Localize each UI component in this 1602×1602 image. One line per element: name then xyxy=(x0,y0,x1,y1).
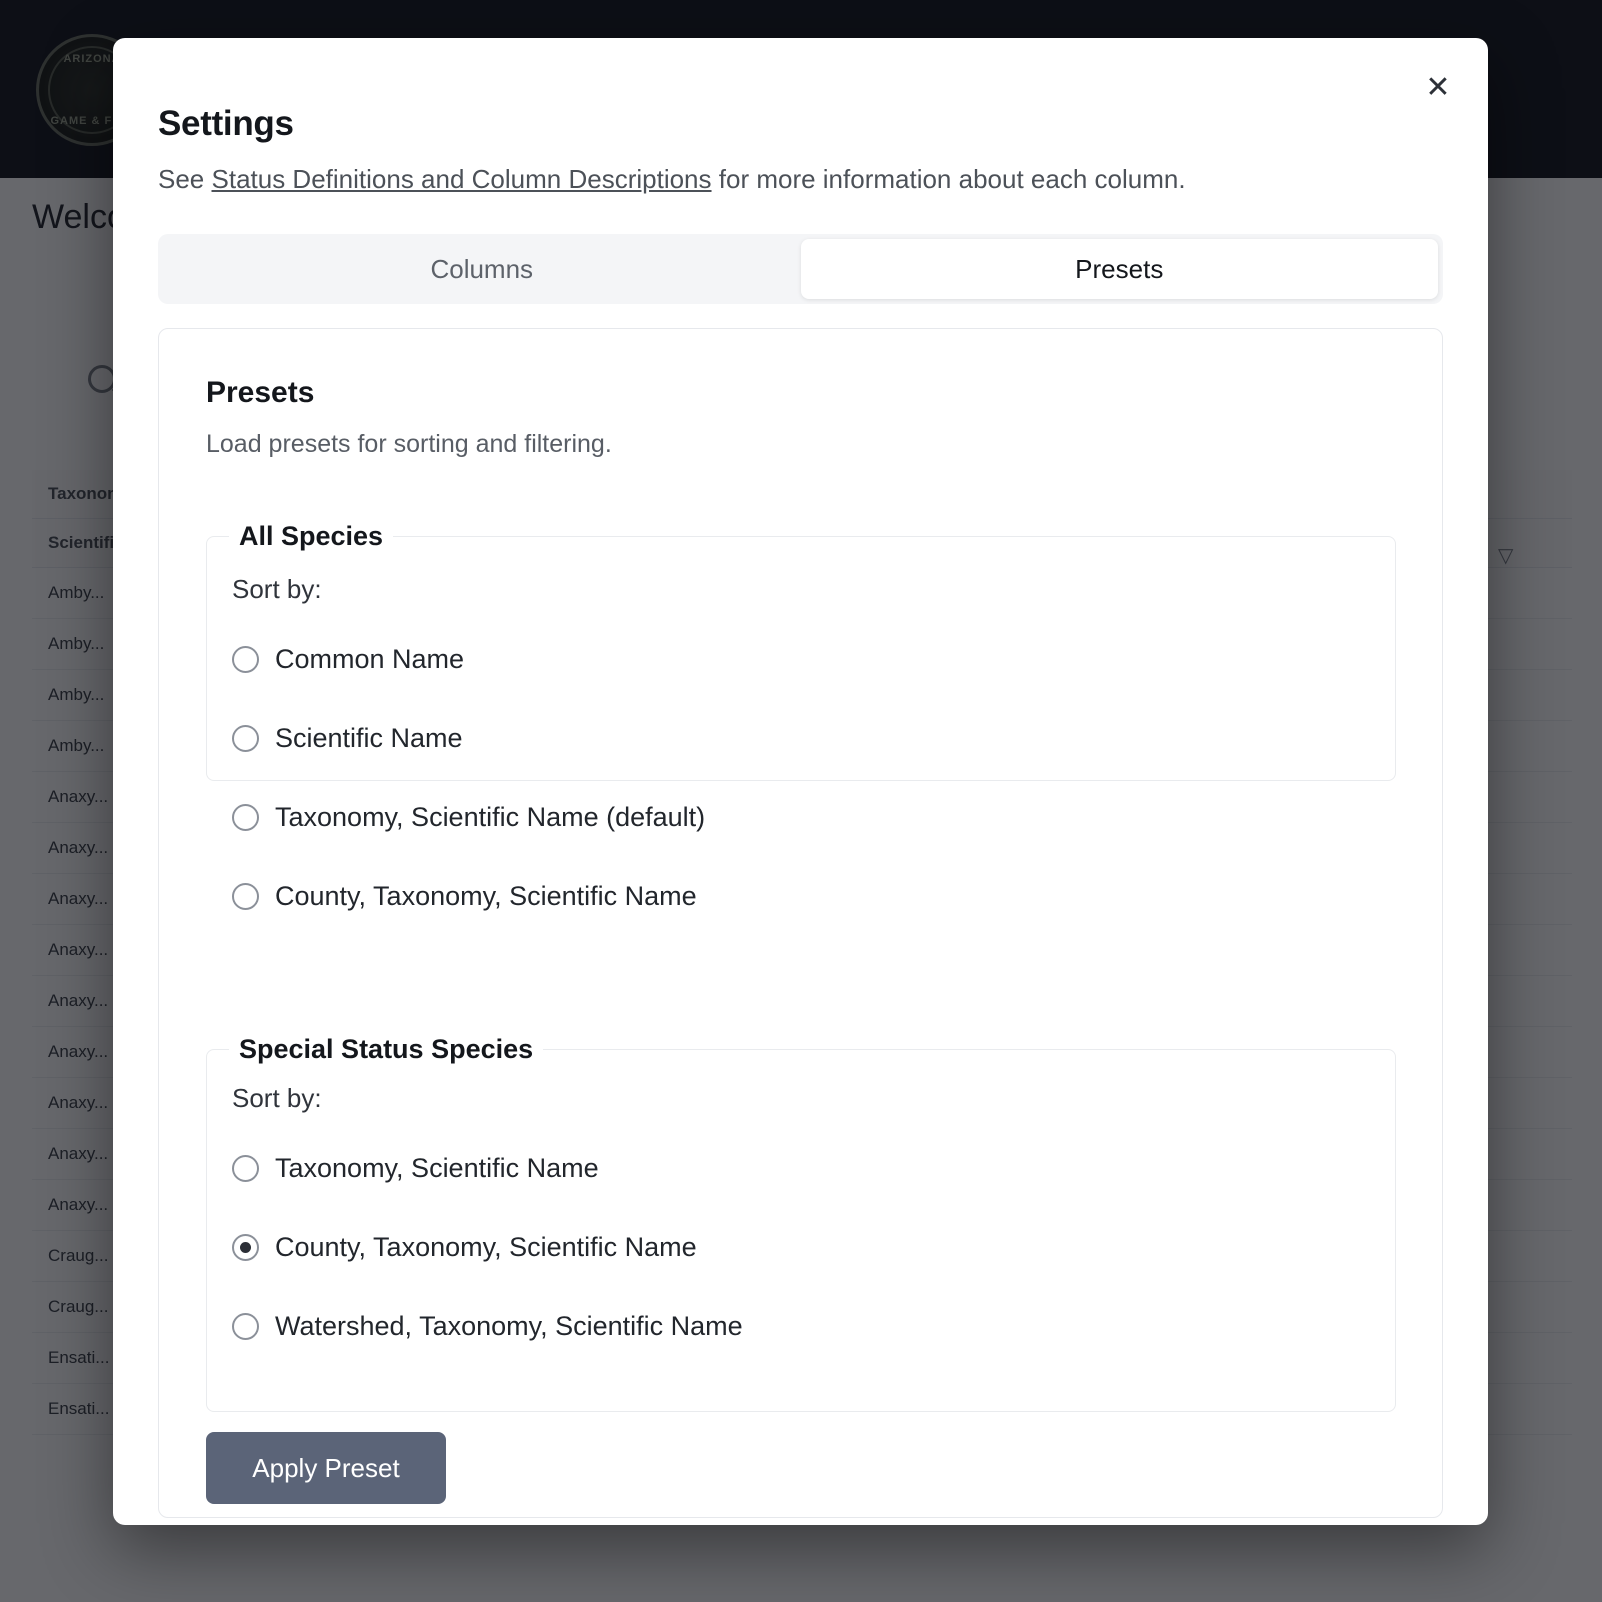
radio-label: Taxonomy, Scientific Name xyxy=(275,1153,599,1183)
radio-icon xyxy=(232,725,259,752)
apply-preset-button[interactable]: Apply Preset xyxy=(206,1432,446,1504)
radio-label: County, Taxonomy, Scientific Name xyxy=(275,881,697,911)
status-definitions-link[interactable]: Status Definitions and Column Descriptions xyxy=(211,164,712,194)
radio-icon xyxy=(232,883,259,910)
radio-icon xyxy=(232,804,259,831)
radio-label: Common Name xyxy=(275,644,465,674)
modal-subtitle-suffix: for more information about each column. xyxy=(711,164,1186,194)
radio-special-watershed-taxonomy-scientific[interactable] xyxy=(232,1311,743,1342)
group-all-species xyxy=(206,521,1396,911)
presets-panel xyxy=(158,328,1443,1518)
radio-all-common-name[interactable] xyxy=(232,644,464,675)
close-icon[interactable]: ✕ xyxy=(1416,66,1460,110)
sort-by-label-all: Sort by: xyxy=(232,574,322,604)
radio-special-county-taxonomy-scientific[interactable] xyxy=(232,1232,697,1263)
group-all-species-legend: All Species xyxy=(239,521,384,551)
radio-all-scientific-name[interactable] xyxy=(232,723,463,754)
radio-label: County, Taxonomy, Scientific Name xyxy=(275,1232,697,1262)
panel-heading: Presets xyxy=(206,376,315,409)
settings-tabs xyxy=(158,234,1443,304)
sort-by-label-special: Sort by: xyxy=(232,1083,322,1113)
tab-columns[interactable]: Columns xyxy=(163,239,801,299)
radio-icon xyxy=(232,646,259,673)
panel-subheading: Load presets for sorting and filtering. xyxy=(206,430,612,458)
group-special-status-species xyxy=(206,1034,1396,1412)
radio-all-county-taxonomy-scientific[interactable] xyxy=(232,881,697,912)
radio-icon xyxy=(232,1155,259,1182)
radio-label: Watershed, Taxonomy, Scientific Name xyxy=(275,1311,743,1341)
radio-icon xyxy=(232,1234,259,1261)
radio-icon xyxy=(232,1313,259,1340)
radio-all-taxonomy-scientific-default[interactable] xyxy=(232,802,705,833)
tab-presets[interactable]: Presets xyxy=(801,239,1439,299)
modal-subtitle-prefix: See xyxy=(158,164,212,194)
radio-special-taxonomy-scientific[interactable] xyxy=(232,1153,599,1184)
modal-subtitle xyxy=(158,164,1186,195)
modal-title: Settings xyxy=(158,104,294,143)
settings-modal xyxy=(113,38,1488,1525)
radio-label: Taxonomy, Scientific Name (default) xyxy=(275,802,706,832)
radio-label: Scientific Name xyxy=(275,723,463,753)
group-special-status-legend: Special Status Species xyxy=(239,1034,534,1064)
